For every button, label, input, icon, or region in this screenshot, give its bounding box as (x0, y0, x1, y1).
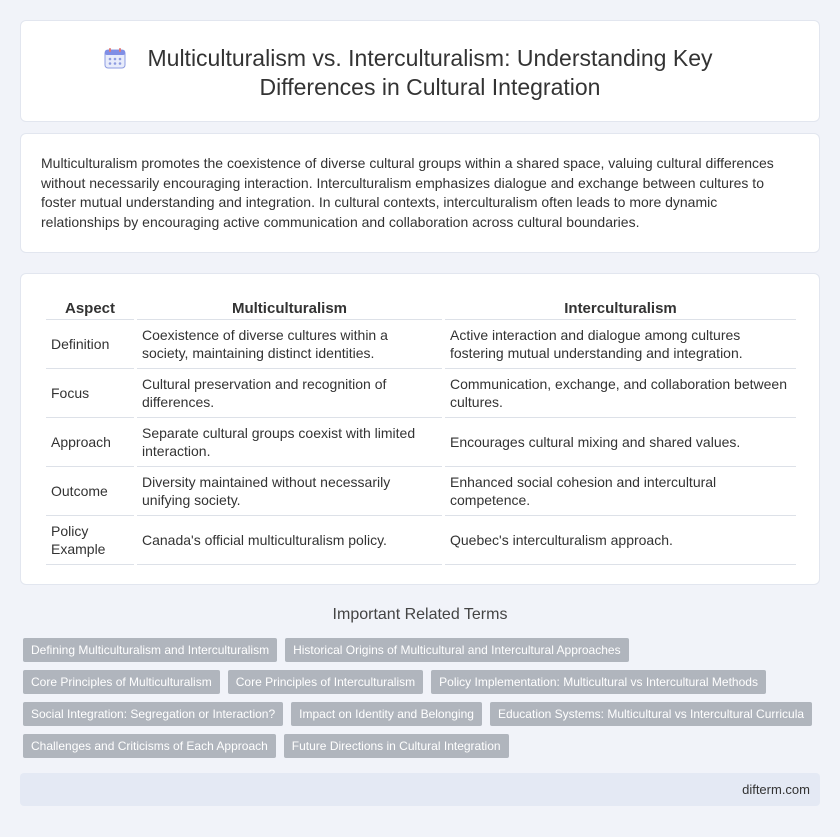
related-term-link[interactable]: Social Integration: Segregation or Interaction? (23, 702, 283, 726)
related-terms-title: Important Related Terms (332, 606, 508, 623)
comparison-table-card (20, 273, 820, 585)
related-term-link[interactable]: Historical Origins of Multicultural and Intercultural Approaches (285, 638, 628, 662)
table-row (46, 467, 796, 516)
related-term-link[interactable]: Core Principles of Multiculturalism (23, 670, 220, 694)
intro-paragraph: Multiculturalism promotes the coexistence of diverse cultural groups within a shared space, valuing cultural differences without necessarily encouraging interaction. Interculturalism emphasizes dialogue and exchange between cultures to foster mutual understanding and integration. In cultural contexts, interculturalism often leads to more dynamic relationships by encouraging active communication and collaboration across cultural boundaries. (41, 155, 774, 230)
table-row (46, 418, 796, 467)
related-term-link[interactable]: Challenges and Criticisms of Each Approach (23, 734, 276, 758)
page-title-line2: Differences in Cultural Integration (259, 74, 601, 100)
related-terms-list (23, 638, 823, 766)
table-row (46, 369, 796, 418)
table-row (46, 320, 796, 369)
intro-card (20, 133, 820, 253)
row-interculturalism: Enhanced social cohesion and intercultural competence. (445, 467, 796, 516)
related-term-link[interactable]: Impact on Identity and Belonging (291, 702, 482, 726)
row-interculturalism: Communication, exchange, and collaboration between cultures. (445, 369, 796, 418)
row-aspect: Definition (46, 320, 134, 369)
related-term-link[interactable]: Future Directions in Cultural Integration (284, 734, 509, 758)
page-title (91, 44, 769, 102)
row-interculturalism: Encourages cultural mixing and shared values. (445, 418, 796, 467)
title-card (20, 20, 820, 122)
related-term-link[interactable]: Defining Multiculturalism and Interculturalism (23, 638, 277, 662)
page-title-line1: Multiculturalism vs. Interculturalism: Understanding Key (147, 45, 713, 71)
row-multiculturalism: Separate cultural groups coexist with limited interaction. (137, 418, 442, 467)
header-aspect: Aspect (46, 296, 134, 320)
row-multiculturalism: Cultural preservation and recognition of differences. (137, 369, 442, 418)
row-multiculturalism: Coexistence of diverse cultures within a society, maintaining distinct identities. (137, 320, 442, 369)
related-term-link[interactable]: Policy Implementation: Multicultural vs Intercultural Methods (431, 670, 766, 694)
comparison-table (43, 296, 799, 565)
table-header-row (46, 296, 796, 320)
row-aspect: Approach (46, 418, 134, 467)
row-multiculturalism: Canada's official multiculturalism policy. (137, 516, 442, 565)
row-interculturalism: Quebec's interculturalism approach. (445, 516, 796, 565)
row-interculturalism: Active interaction and dialogue among cultures fostering mutual understanding and integration. (445, 320, 796, 369)
footer (20, 773, 820, 806)
header-interculturalism: Interculturalism (445, 296, 796, 320)
site-link[interactable]: difterm.com (742, 782, 810, 797)
related-term-link[interactable]: Education Systems: Multicultural vs Intercultural Curricula (490, 702, 812, 726)
table-row (46, 516, 796, 565)
row-multiculturalism: Diversity maintained without necessarily unifying society. (137, 467, 442, 516)
row-aspect: Outcome (46, 467, 134, 516)
row-aspect: Focus (46, 369, 134, 418)
row-aspect: Policy Example (46, 516, 134, 565)
header-multiculturalism: Multiculturalism (137, 296, 442, 320)
related-term-link[interactable]: Core Principles of Interculturalism (228, 670, 423, 694)
